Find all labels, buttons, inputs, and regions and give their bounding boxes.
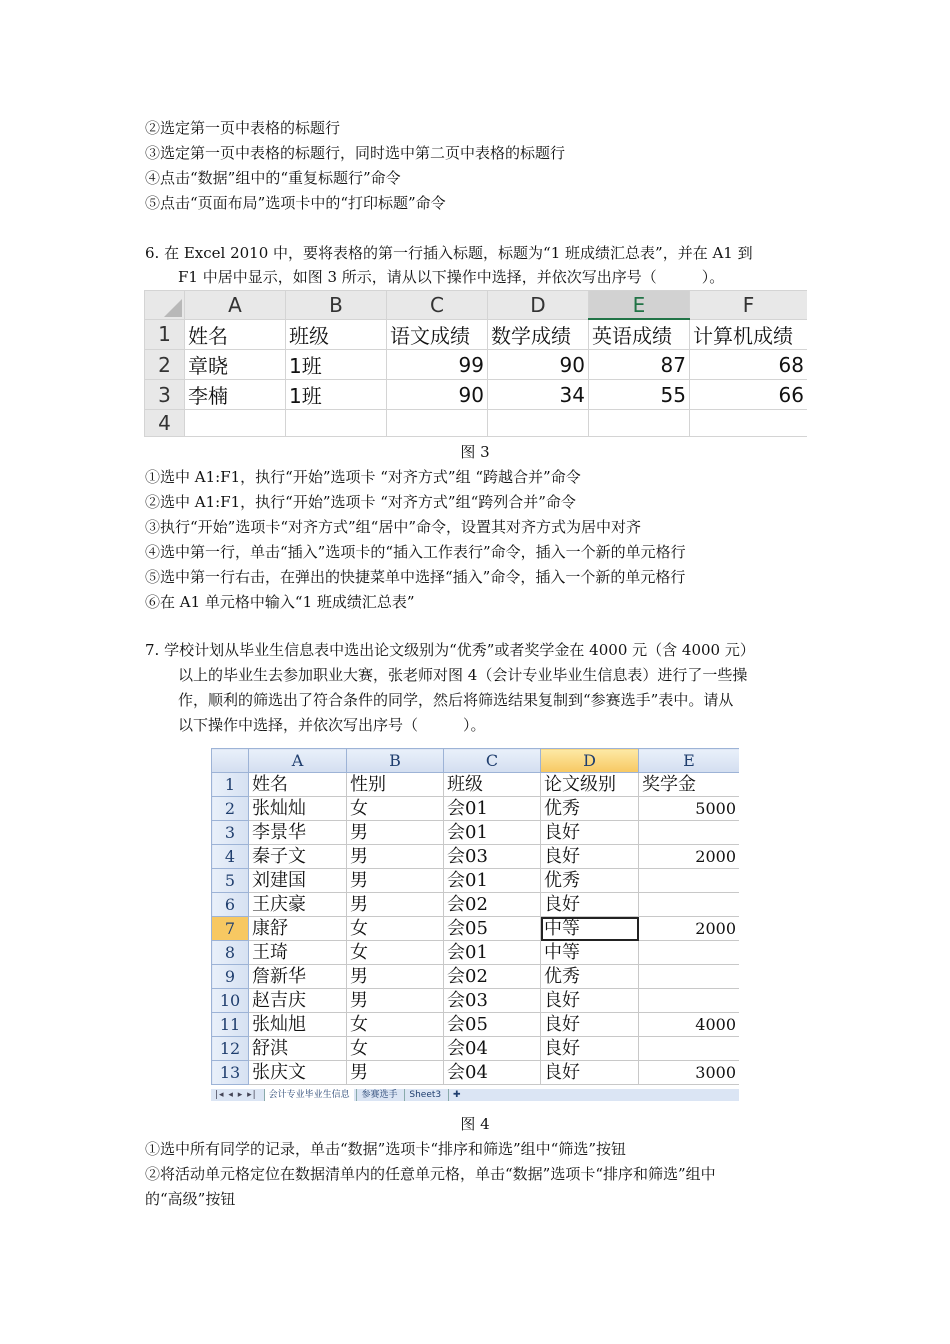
cell[interactable]: 会01 xyxy=(444,797,541,821)
cell[interactable]: 34 xyxy=(488,380,589,410)
table-row xyxy=(212,1013,740,1037)
cell[interactable]: 女 xyxy=(347,941,444,965)
cell[interactable]: 男 xyxy=(347,821,444,845)
table-row xyxy=(212,821,740,845)
row-header[interactable]: 3 xyxy=(145,380,185,410)
q6-stem-line2: F1 中居中显示，如图 3 所示，请从以下操作中选择，并依次写出序号（ ）。 xyxy=(178,268,725,286)
cell[interactable]: 姓名 xyxy=(185,319,286,350)
figure-4-spreadsheet xyxy=(211,748,739,1101)
cell[interactable]: 良好 xyxy=(541,893,639,917)
q7-option-2: ②将活动单元格定位在数据清单内的任意单元格，单击“数据”选项卡“排序和筛选”组中 xyxy=(145,1165,716,1183)
cell[interactable] xyxy=(639,941,740,965)
cell[interactable]: 姓名 xyxy=(249,773,347,797)
cell[interactable]: 良好 xyxy=(541,1013,639,1037)
cell[interactable]: 87 xyxy=(589,350,690,380)
cell[interactable]: 张庆文 xyxy=(249,1061,347,1085)
cell[interactable]: 90 xyxy=(488,350,589,380)
sheet-nav-arrows-icon[interactable]: |◂ ◂ ▸ ▸| xyxy=(215,1090,257,1100)
cell[interactable]: 性别 xyxy=(347,773,444,797)
table-row xyxy=(212,1061,740,1085)
cell[interactable]: 会04 xyxy=(444,1061,541,1085)
column-header-e[interactable]: E xyxy=(589,291,690,320)
q6-option-6: ⑥在 A1 单元格中输入“1 班成绩汇总表” xyxy=(145,593,415,611)
column-header-c[interactable]: C xyxy=(387,291,488,320)
cell[interactable]: 男 xyxy=(347,893,444,917)
table-row xyxy=(212,869,740,893)
column-header-d[interactable]: D xyxy=(541,749,639,773)
row-header[interactable]: 13 xyxy=(212,1061,249,1085)
cell[interactable]: 男 xyxy=(347,989,444,1013)
cell[interactable]: 奖学金 xyxy=(639,773,740,797)
cell[interactable]: 90 xyxy=(387,380,488,410)
select-all-corner[interactable] xyxy=(212,749,249,773)
cell[interactable]: 中等 xyxy=(541,941,639,965)
cell[interactable]: 男 xyxy=(347,965,444,989)
cell[interactable]: 论文级别 xyxy=(541,773,639,797)
table-row xyxy=(212,797,740,821)
cell[interactable]: 詹新华 xyxy=(249,965,347,989)
cell[interactable]: 优秀 xyxy=(541,797,639,821)
cell[interactable]: 女 xyxy=(347,917,444,941)
q7-stem-line4: 以下操作中选择，并依次写出序号（ ）。 xyxy=(178,716,486,734)
figure-3-spreadsheet xyxy=(144,290,807,437)
cell[interactable]: 优秀 xyxy=(541,869,639,893)
cell[interactable]: 5000 xyxy=(639,797,740,821)
cell[interactable] xyxy=(387,410,488,437)
column-header-b[interactable]: B xyxy=(347,749,444,773)
row-header[interactable]: 6 xyxy=(212,893,249,917)
cell[interactable]: 会01 xyxy=(444,869,541,893)
cell[interactable]: 会01 xyxy=(444,941,541,965)
q5-option-5: ⑤点击“页面布局”选项卡中的“打印标题”命令 xyxy=(145,194,446,212)
cell[interactable]: 66 xyxy=(690,380,808,410)
row-header[interactable]: 1 xyxy=(145,319,185,350)
cell[interactable] xyxy=(639,821,740,845)
column-header-row xyxy=(212,749,740,773)
row-header[interactable]: 2 xyxy=(145,350,185,380)
cell[interactable]: 王庆豪 xyxy=(249,893,347,917)
row-header[interactable]: 4 xyxy=(212,845,249,869)
cell[interactable]: 会03 xyxy=(444,989,541,1013)
cell[interactable]: 语文成绩 xyxy=(387,319,488,350)
table-row xyxy=(212,941,740,965)
row-header[interactable]: 11 xyxy=(212,1013,249,1037)
cell[interactable]: 张灿灿 xyxy=(249,797,347,821)
column-header-c[interactable]: C xyxy=(444,749,541,773)
q5-option-3: ③选定第一页中表格的标题行，同时选中第二页中表格的标题行 xyxy=(145,144,566,162)
column-header-a[interactable]: A xyxy=(249,749,347,773)
cell[interactable]: 班级 xyxy=(286,319,387,350)
cell[interactable]: 1班 xyxy=(286,380,387,410)
column-header-b[interactable]: B xyxy=(286,291,387,320)
cell[interactable]: 数学成绩 xyxy=(488,319,589,350)
figure-3-caption: 图 3 xyxy=(460,443,490,461)
q6-option-3: ③执行“开始”选项卡“对齐方式”组“居中”命令，设置其对齐方式为居中对齐 xyxy=(145,518,642,536)
cell[interactable]: 68 xyxy=(690,350,808,380)
table-row xyxy=(212,893,740,917)
cell[interactable]: 女 xyxy=(347,797,444,821)
sheet-tab-graduates[interactable]: 会计专业毕业生信息 xyxy=(264,1089,354,1101)
table-row xyxy=(145,319,808,350)
cell[interactable]: 2000 xyxy=(639,845,740,869)
table-row xyxy=(212,845,740,869)
select-all-corner[interactable] xyxy=(145,291,185,320)
cell[interactable]: 女 xyxy=(347,1037,444,1061)
q7-option-1: ①选中所有同学的记录，单击“数据”选项卡“排序和筛选”组中“筛选”按钮 xyxy=(145,1140,627,1158)
column-header-d[interactable]: D xyxy=(488,291,589,320)
cell[interactable]: 会04 xyxy=(444,1037,541,1061)
cell[interactable]: 2000 xyxy=(639,917,740,941)
cell[interactable]: 55 xyxy=(589,380,690,410)
column-header-f[interactable]: F xyxy=(690,291,808,320)
cell[interactable] xyxy=(639,869,740,893)
cell[interactable]: 刘建国 xyxy=(249,869,347,893)
active-cell[interactable]: 中等 xyxy=(541,917,639,941)
row-header[interactable]: 10 xyxy=(212,989,249,1013)
q6-option-1: ①选中 A1:F1，执行“开始”选项卡 “对齐方式”组 “跨越合并”命令 xyxy=(145,468,581,486)
cell[interactable]: 女 xyxy=(347,1013,444,1037)
sheet-tab-contestants[interactable]: 参赛选手 xyxy=(356,1089,401,1101)
q6-option-5: ⑤选中第一行右击，在弹出的快捷菜单中选择“插入”命令，插入一个新的单元格行 xyxy=(145,568,686,586)
cell[interactable]: 4000 xyxy=(639,1013,740,1037)
cell[interactable] xyxy=(639,893,740,917)
cell[interactable]: 良好 xyxy=(541,1037,639,1061)
table-row xyxy=(212,989,740,1013)
row-header[interactable]: 12 xyxy=(212,1037,249,1061)
cell[interactable]: 章晓 xyxy=(185,350,286,380)
table-row xyxy=(212,965,740,989)
cell[interactable]: 良好 xyxy=(541,989,639,1013)
cell[interactable]: 3000 xyxy=(639,1061,740,1085)
cell[interactable] xyxy=(639,989,740,1013)
cell[interactable]: 1班 xyxy=(286,350,387,380)
table-row xyxy=(212,1037,740,1061)
row-header[interactable]: 2 xyxy=(212,797,249,821)
cell[interactable]: 班级 xyxy=(444,773,541,797)
cell[interactable] xyxy=(185,410,286,437)
table-row xyxy=(212,773,740,797)
table-row xyxy=(212,917,740,941)
q7-stem-line2: 以上的毕业生去参加职业大赛，张老师对图 4（会计专业毕业生信息表）进行了一些操 xyxy=(178,666,748,684)
cell[interactable] xyxy=(488,410,589,437)
cell[interactable] xyxy=(589,410,690,437)
row-header[interactable]: 7 xyxy=(212,917,249,941)
row-header[interactable]: 9 xyxy=(212,965,249,989)
column-header-a[interactable]: A xyxy=(185,291,286,320)
row-header[interactable]: 5 xyxy=(212,869,249,893)
cell[interactable]: 男 xyxy=(347,1061,444,1085)
sheet-tab-bar xyxy=(211,1089,739,1101)
row-header[interactable]: 3 xyxy=(212,821,249,845)
cell[interactable]: 舒淇 xyxy=(249,1037,347,1061)
cell[interactable] xyxy=(286,410,387,437)
cell[interactable]: 良好 xyxy=(541,821,639,845)
cell[interactable]: 赵吉庆 xyxy=(249,989,347,1013)
cell[interactable]: 计算机成绩 xyxy=(690,319,808,350)
cell[interactable]: 张灿旭 xyxy=(249,1013,347,1037)
cell[interactable]: 男 xyxy=(347,869,444,893)
row-header[interactable]: 8 xyxy=(212,941,249,965)
cell[interactable]: 秦子文 xyxy=(249,845,347,869)
cell[interactable]: 王琦 xyxy=(249,941,347,965)
cell[interactable]: 男 xyxy=(347,845,444,869)
cell[interactable]: 99 xyxy=(387,350,488,380)
q6-option-2: ②选中 A1:F1，执行“开始”选项卡 “对齐方式”组“跨列合并”命令 xyxy=(145,493,576,511)
q6-stem-line1: 6. 在 Excel 2010 中，要将表格的第一行插入标题，标题为“1 班成绩汇总表”，并在 A1 到 xyxy=(145,244,753,262)
q5-option-2: ②选定第一页中表格的标题行 xyxy=(145,119,341,137)
cell[interactable]: 英语成绩 xyxy=(589,319,690,350)
cell[interactable]: 李楠 xyxy=(185,380,286,410)
q7-stem-line3: 作，顺利的筛选出了符合条件的同学，然后将筛选结果复制到“参赛选手”表中。请从 xyxy=(178,691,734,709)
cell[interactable]: 李景华 xyxy=(249,821,347,845)
cell[interactable]: 会05 xyxy=(444,1013,541,1037)
column-header-row xyxy=(145,291,808,320)
cell[interactable]: 会02 xyxy=(444,965,541,989)
cell[interactable]: 会01 xyxy=(444,821,541,845)
q7-option-2-cont: 的“高级”按钮 xyxy=(145,1190,236,1208)
cell[interactable] xyxy=(639,1037,740,1061)
insert-sheet-icon[interactable]: ✚ xyxy=(448,1089,465,1101)
table-row xyxy=(145,410,808,437)
cell[interactable] xyxy=(690,410,808,437)
cell[interactable]: 会02 xyxy=(444,893,541,917)
cell[interactable]: 会05 xyxy=(444,917,541,941)
cell[interactable]: 会03 xyxy=(444,845,541,869)
row-header[interactable]: 1 xyxy=(212,773,249,797)
q5-option-4: ④点击“数据”组中的“重复标题行”命令 xyxy=(145,169,401,187)
sheet-tab-sheet3[interactable]: Sheet3 xyxy=(404,1089,445,1101)
row-header[interactable]: 4 xyxy=(145,410,185,437)
q7-stem-line1: 7. 学校计划从毕业生信息表中选出论文级别为“优秀”或者奖学金在 4000 元（含 4000 元） xyxy=(145,641,755,659)
cell[interactable]: 优秀 xyxy=(541,965,639,989)
cell[interactable]: 良好 xyxy=(541,845,639,869)
cell[interactable] xyxy=(639,965,740,989)
figure-4-caption: 图 4 xyxy=(460,1115,490,1133)
cell[interactable]: 康舒 xyxy=(249,917,347,941)
table-row xyxy=(145,380,808,410)
table-row xyxy=(145,350,808,380)
cell[interactable]: 良好 xyxy=(541,1061,639,1085)
column-header-e[interactable]: E xyxy=(639,749,740,773)
q6-option-4: ④选中第一行，单击“插入”选项卡的“插入工作表行”命令，插入一个新的单元格行 xyxy=(145,543,686,561)
